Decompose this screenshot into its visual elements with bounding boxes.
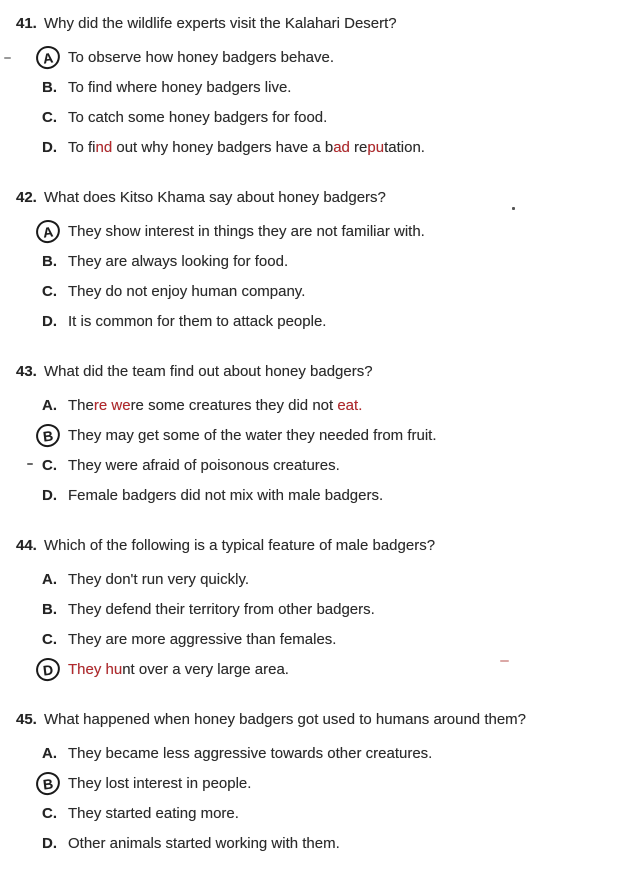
option-row [0,276,620,306]
option-row [0,828,620,858]
option-letter: C. [42,804,57,822]
question-line [0,536,620,556]
option-group [0,216,620,336]
option-letter: C. [42,456,57,474]
option-letter: D. [42,138,57,156]
option-text-red-segment: ad [333,138,350,156]
question-text: What happened when honey badgers got used to humans around them? [44,711,527,728]
option-text-segment: The [68,396,94,414]
option-letter [42,220,68,243]
option-row [0,306,620,336]
option-row [0,480,620,510]
option-letter: B. [42,252,57,270]
option-text [68,79,291,96]
option-row [0,246,620,276]
option-text-red-segment: we [111,396,131,414]
option-text-segment: They are more aggressive than females. [68,630,337,648]
option-text [68,139,425,156]
option-text-segment: re [349,138,368,156]
option-text-segment: They were afraid of poisonous creatures. [68,456,340,474]
answer-circle: D [35,656,62,682]
question-text: What did the team find out about honey badgers? [44,363,373,380]
option-row [0,390,620,420]
option-text [68,601,375,618]
option-row [0,624,620,654]
option-group [0,42,620,162]
question-line [0,362,620,382]
question-line [0,188,620,208]
question-line [0,710,620,730]
option-letter: B. [42,600,57,618]
question-block [0,362,620,510]
option-row [0,72,620,102]
option-text [68,109,327,126]
option-text-red-segment: hu [105,660,123,678]
option-text-segment: They started eating more. [68,804,239,822]
option-row [0,768,620,798]
answer-circle: B [35,770,62,796]
option-row [0,594,620,624]
option-text-red-segment: eat. [337,396,363,414]
option-text [68,571,249,588]
option-row [0,654,620,684]
option-text [68,835,340,852]
question-line [0,14,620,34]
option-text-segment: They don't run very quickly. [68,570,249,588]
option-text [68,661,289,678]
option-letter: C. [42,282,57,300]
option-text-segment: They lost interest in people. [68,774,252,792]
answer-circle: A [35,44,62,70]
option-text-segment: To observe how honey badgers behave. [68,48,335,66]
question-block [0,14,620,162]
option-text-segment: tation. [384,138,425,156]
option-row [0,798,620,828]
option-group [0,390,620,510]
option-text-red-segment: re [93,396,108,414]
option-text-segment: out why honey badgers have a b [112,138,334,156]
faint-red-smudge-mark [500,660,509,662]
option-text [68,427,437,444]
option-text-segment: They may get some of the water they needed from fruit. [68,426,437,444]
option-text [68,805,239,822]
option-row [0,42,620,72]
question-number: 43. [16,363,37,380]
option-row [0,132,620,162]
option-text [68,775,251,792]
question-text: Why did the wildlife experts visit the Kalahari Desert? [44,15,397,32]
option-text [68,457,340,474]
option-text-segment: They are always looking for food. [68,252,289,270]
option-text-red-segment: They [68,660,102,678]
option-text-segment: To catch some honey badgers for food. [68,108,328,126]
option-text-segment: Other animals started working with them. [68,834,340,852]
option-letter [42,46,68,69]
pre-option-dash-mark [27,463,33,465]
option-text-segment: It is common for them to attack people. [68,312,327,330]
left-margin-dash-mark [4,57,11,59]
option-text-segment: They show interest in things they are not familiar with. [68,222,425,240]
question-number: 45. [16,711,37,728]
option-text [68,49,334,66]
option-text-segment: To fi [68,138,96,156]
option-letter: D. [42,486,57,504]
option-text [68,223,425,240]
option-letter: C. [42,108,57,126]
question-number: 41. [16,15,37,32]
option-text-segment: They do not enjoy human company. [68,282,306,300]
option-text [68,313,326,330]
option-letter: B. [42,78,57,96]
option-text-segment: They defend their territory from other badgers. [68,600,375,618]
option-text-red-segment: pu [367,138,385,156]
option-text [68,283,305,300]
question-text: What does Kitso Khama say about honey badgers? [44,189,386,206]
question-text: Which of the following is a typical feature of male badgers? [44,537,436,554]
option-text-red-segment: nd [95,138,113,156]
answer-circle: A [35,218,62,244]
option-letter: C. [42,630,57,648]
option-row [0,420,620,450]
stray-dot-mark [512,207,515,210]
option-text-segment: Female badgers did not mix with male badgers. [68,486,384,504]
option-row [0,102,620,132]
answer-circle: B [35,422,62,448]
question-number: 42. [16,189,37,206]
question-block [0,710,620,858]
option-letter: A. [42,744,57,762]
option-text-segment: To find where honey badgers live. [68,78,292,96]
question-number: 44. [16,537,37,554]
option-text [68,745,432,762]
option-group [0,738,620,858]
option-text-segment: re some creatures they did not [130,396,338,414]
option-letter: D. [42,312,57,330]
option-text [68,253,288,270]
option-letter: A. [42,396,57,414]
option-row [0,564,620,594]
question-block [0,536,620,684]
option-letter: A. [42,570,57,588]
option-row [0,216,620,246]
option-text [68,487,383,504]
option-text [68,397,362,414]
question-block [0,188,620,336]
option-letter [42,424,68,447]
option-letter: D. [42,834,57,852]
option-text-segment: nt over a very large area. [122,660,289,678]
option-row [0,450,620,480]
option-group [0,564,620,684]
option-row [0,738,620,768]
option-text [68,631,336,648]
option-text-segment: They became less aggressive towards other creatures. [68,744,433,762]
option-letter [42,772,68,795]
option-letter [42,658,68,681]
